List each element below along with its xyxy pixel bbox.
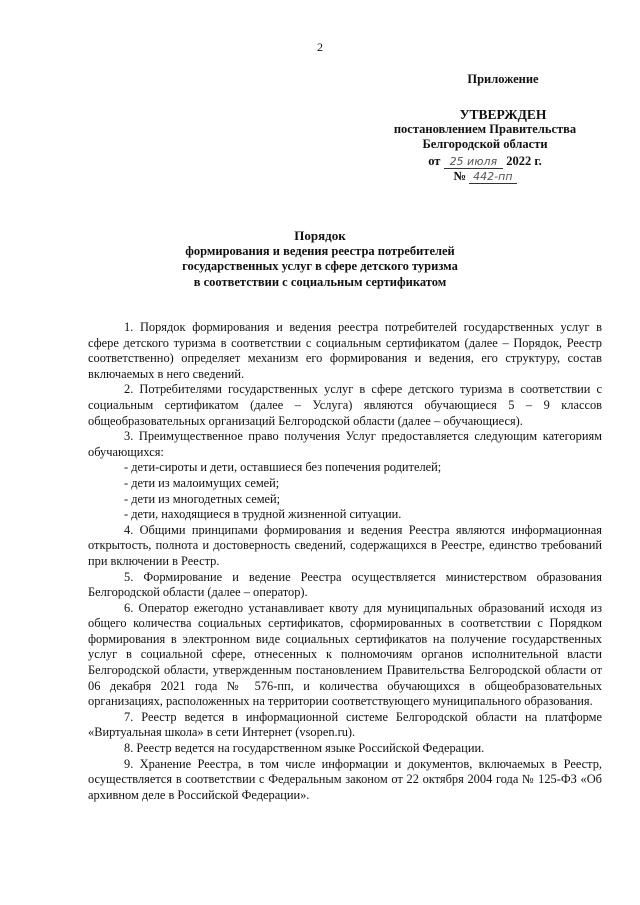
paragraph-4: 4. Общими принципами формирования и ведения Реестра являются информационная открытость, полнота и достоверность сведений, содержащихся в Реестре, единство требований при включении в Реестр. [88, 522, 602, 568]
list-item: - дети-сироты и дети, оставшиеся без попечения родителей; [124, 460, 442, 475]
document-title [0, 228, 640, 290]
handwritten-date: 25 июля [444, 155, 504, 169]
title-heading: Порядок [294, 228, 346, 243]
number-prefix: № [453, 169, 467, 183]
approval-block [380, 72, 590, 184]
paragraph-7: 7. Реестр ведется в информационной системе Белгородской области на платформе «Виртуальная школа» в сети Интернет (vsopen.ru). [88, 709, 602, 740]
approval-number-line [380, 169, 590, 184]
appendix-label: Приложение [467, 72, 539, 86]
document-body [88, 320, 602, 803]
list-item: - дети из многодетных семей; [124, 491, 281, 506]
approval-authority-line1: постановлением Правительства [393, 122, 577, 136]
paragraph-2: 2. Потребителями государственных услуг в сфере детского туризма в соответствии с социальным сертификатом (далее – Услуга) являются обучающиеся 5 – 9 классов общеобразовательных организаций Белгородской области (далее – обучающиеся). [88, 382, 602, 428]
title-line-3: в соответствии с социальным сертификатом [193, 274, 447, 289]
paragraph-8: 8. Реестр ведется на государственном языке Российской Федерации. [124, 741, 485, 756]
list-item: - дети из малоимущих семей; [124, 475, 280, 490]
paragraph-6: 6. Оператор ежегодно устанавливает квоту для муниципальных образований исходя из общего количества социальных сертификатов, сформированных в соответствии с Порядком формирования в электронном виде социальных сертификатов на получение государственных услуг в социальной сфере, отнесенных к полномочиям органов исполнительной власти Белгородской области, утвержденным постановлением Правительства Белгородской области от 06 декабря 2021 года № 576-пп, и количества обучающихся в общеобразовательных организациях, расположенных на территории соответствующего муниципального образования. [88, 600, 602, 709]
handwritten-number: 442-пп [469, 170, 516, 184]
title-line-2: государственных услуг в сфере детского туризма [182, 259, 458, 273]
approval-date-line [380, 154, 590, 169]
list-item: - дети, находящиеся в трудной жизненной ситуации. [124, 507, 402, 522]
approval-year: 2022 г. [506, 154, 542, 168]
paragraph-5: 5. Формирование и ведение Реестра осуществляется министерством образования Белгородской области (далее – оператор). [88, 569, 602, 600]
approved-label: УТВЕРЖДЕН [459, 107, 547, 122]
approval-authority-line2: Белгородской области [422, 137, 548, 151]
title-line-1: формирования и ведения реестра потребителей [185, 243, 455, 258]
paragraph-1: 1. Порядок формирования и ведения реестра потребителей государственных услуг в сфере детского туризма в соответствии с социальным сертификатом (далее – Порядок, Реестр соответственно) определяет механизм его формирования и ведения, его структуру, состав включаемых в него сведений. [88, 320, 602, 381]
paragraph-3: 3. Преимущественное право получения Услуг предоставляется следующим категориям обучающихся: [88, 429, 602, 459]
date-prefix: от [428, 154, 441, 168]
paragraph-9: 9. Хранение Реестра, в том числе информации и документов, включаемых в Реестр, осуществляется в соответствии с Федеральным законом от 22 октября 2004 года № 125-ФЗ «Об архивном деле в Российской Федерации». [88, 756, 602, 802]
page-number: 2 [317, 40, 323, 54]
